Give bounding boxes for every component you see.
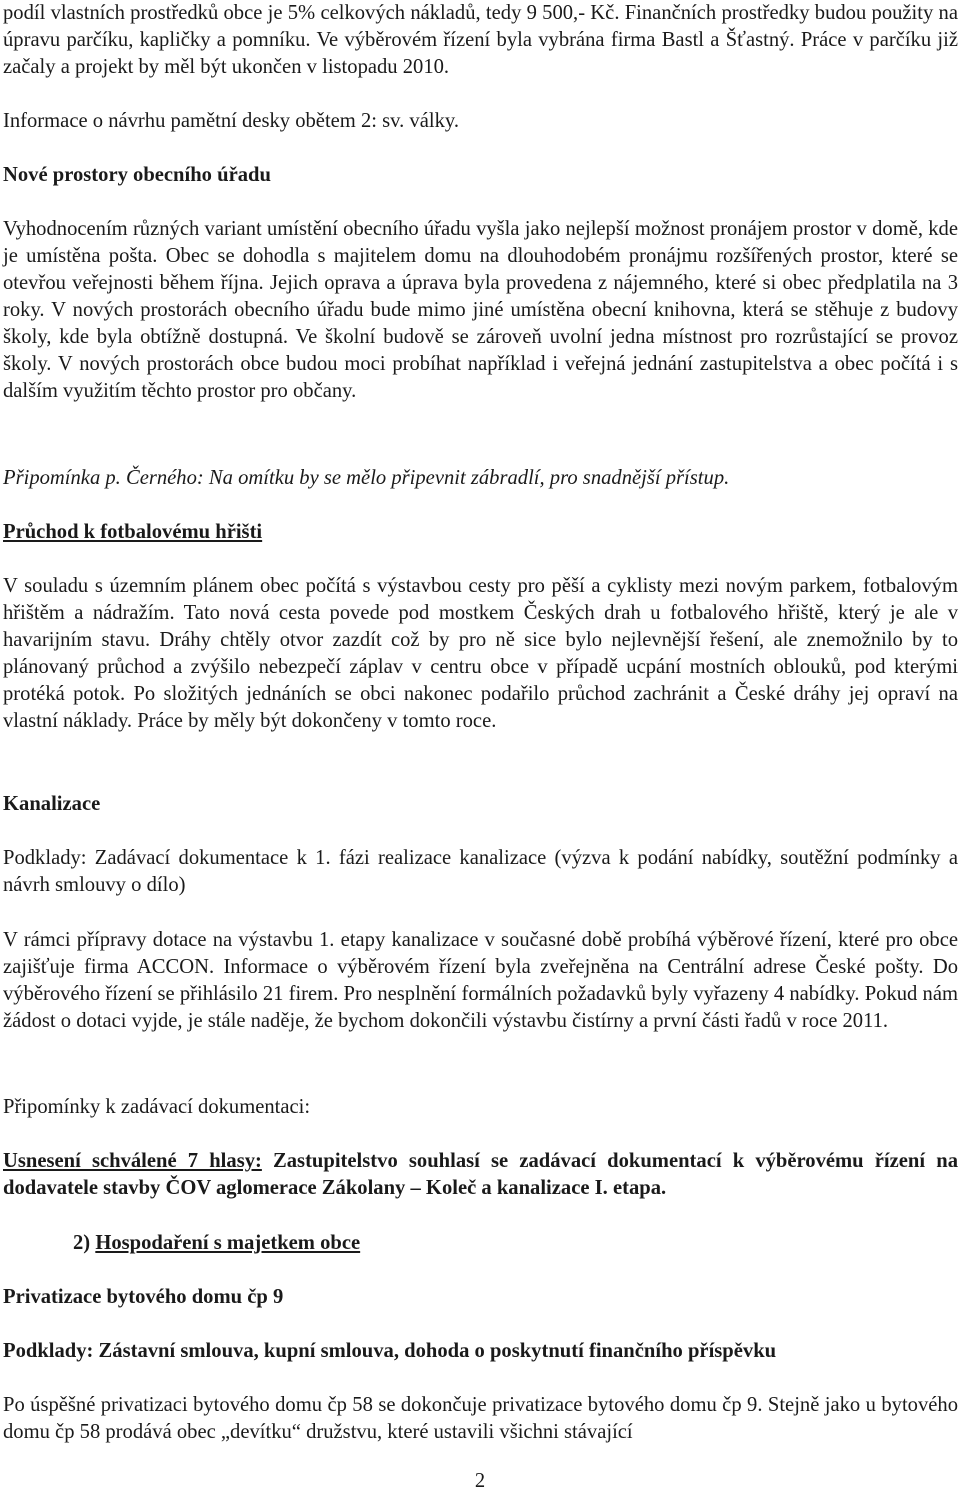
sewer-paragraph: V rámci přípravy dotace na výstavbu 1. etapy kanalizace v současné době probíhá výběrové řízení, které pro obce zajišťuje firma ACCON. Informace o výběrovém řízení byla zveřejněna na Centrální adrese České pošty. Do výběrového řízení se přihlásilo 21 firem. Pro nesplnění formálních požadavků byly vyřazeny 4 nabídky. Pokud nám žádost o dotaci vyjde, je stále naděje, že bychom dokončili výstavbu čistírny a první části řadů v roce 2011. — [3, 929, 958, 1032]
intro-paragraph: podíl vlastních prostředků obce je 5% celkových nákladů, tedy 9 500,- Kč. Finančních prostředky budou použity na úpravu parčíku, kapličky a pomníku. Ve výběrovém řízení byla vybrána firma Bastl a Šťastný. Práce v parčíku již začaly a projekt by měl být ukončen v listopadu 2010. — [3, 2, 958, 78]
sewer-heading-block — [3, 791, 958, 818]
page-number: 2 — [474, 1470, 486, 1492]
property-heading — [3, 1230, 958, 1257]
property-documents-block — [3, 1338, 958, 1365]
property-title: Hospodaření s majetkem obce — [95, 1232, 361, 1254]
property-number: 2) — [73, 1232, 91, 1254]
privatization-heading: Privatizace bytového domu čp 9 — [3, 1286, 284, 1308]
passage-paragraph: V souladu s územním plánem obec počítá s výstavbou cesty pro pěší a cyklisty mezi novým parkem, fotbalovým hřištěm a nádražím. Tato nová cesta povede pod mostkem Českých drah u fotbalového hřiště, který je ale v havarijním stavu. Dráhy chtěly otvor zazdít což by pro ně sice bylo nejlevnější řešení, ale znemožnilo by to plánovaný průchod a zvýšilo nebezpečí záplav v centru obce v případě ucpání mostních oblouků, pod kterými protéká potok. Po složitých jednáních se obci nakonec podařilo průchod zachránit a České dráhy jej opraví na vlastní náklady. Práce by měly být dokončeny v tomto roce. — [3, 575, 958, 732]
memorial-info-block — [3, 108, 958, 135]
resolution-label: Usnesení schválené 7 hlasy: — [3, 1150, 262, 1172]
sewer-documents-block — [3, 845, 958, 899]
sewer-documents: Podklady: Zadávací dokumentace k 1. fázi realizace kanalizace (výzva k podání nabídky, soutěžní podmínky a návrh smlouvy o dílo) — [3, 847, 958, 896]
property-paragraph: Po úspěšné privatizaci bytového domu čp 58 se dokončuje privatizace bytového domu čp 9. Stejně jako u bytového domu čp 58 prodává obec „devítku“ družstvu, které ustavili všichni stávající — [3, 1394, 958, 1443]
office-remark: Připomínka p. Černého: Na omítku by se mělo připevnit zábradlí, pro snadnější přístup. — [3, 467, 730, 489]
passage-heading-block — [3, 519, 958, 546]
sewer-comments-label: Připomínky k zadávací dokumentaci: — [3, 1096, 311, 1118]
property-heading-block — [3, 1230, 958, 1257]
memorial-info: Informace o návrhu pamětní desky obětem 2: sv. války. — [3, 110, 459, 132]
resolution — [3, 1148, 958, 1202]
passage-heading: Průchod k fotbalovému hřišti — [3, 521, 263, 543]
office-remark-block — [3, 465, 958, 492]
office-paragraph: Vyhodnocením různých variant umístění obecního úřadu vyšla jako nejlepší možnost pronájem prostor v domě, kde je umístěna pošta. Obec se dohodla s majitelem domu na dlouhodobém pronájmu rozšířených prostor, které se otevřou veřejnosti během října. Jejich oprava a úprava byla provedena z nájemného, které si obec předplatila na 3 roky. V nových prostorách obecního úřadu bude mimo jiné umístěna obecní knihovna, která se stěhuje z budovy školy, kde byla obtížně dostupná. Ve školní budově se zároveň uvolní jedna místnost pro rozrůstající se provoz školy. V nových prostorách obce budou moci probíhat například i veřejná jednání zastupitelstva a obec počítá i s dalším využitím těchto prostor pro občany. — [3, 218, 958, 402]
office-heading: Nové prostory obecního úřadu — [3, 164, 271, 186]
sewer-paragraph-block — [3, 927, 958, 1035]
sewer-heading: Kanalizace — [3, 793, 101, 815]
sewer-comments-block — [3, 1094, 958, 1121]
privatization-heading-block — [3, 1284, 958, 1311]
office-heading-block — [3, 162, 958, 189]
office-paragraph-block — [3, 216, 958, 405]
property-documents: Podklady: Zástavní smlouva, kupní smlouva, dohoda o poskytnutí finančního příspěvku — [3, 1340, 777, 1362]
intro-paragraph-block — [3, 0, 958, 81]
property-paragraph-block — [3, 1392, 958, 1446]
resolution-text: Zastupitelstvo souhlasí se zadávací dokumentací k výběrovému řízení na dodavatele stavby ČOV aglomerace Zákolany – Koleč a kanalizace I. etapa. — [3, 1150, 958, 1199]
passage-paragraph-block — [3, 573, 958, 735]
resolution-block — [3, 1148, 958, 1202]
